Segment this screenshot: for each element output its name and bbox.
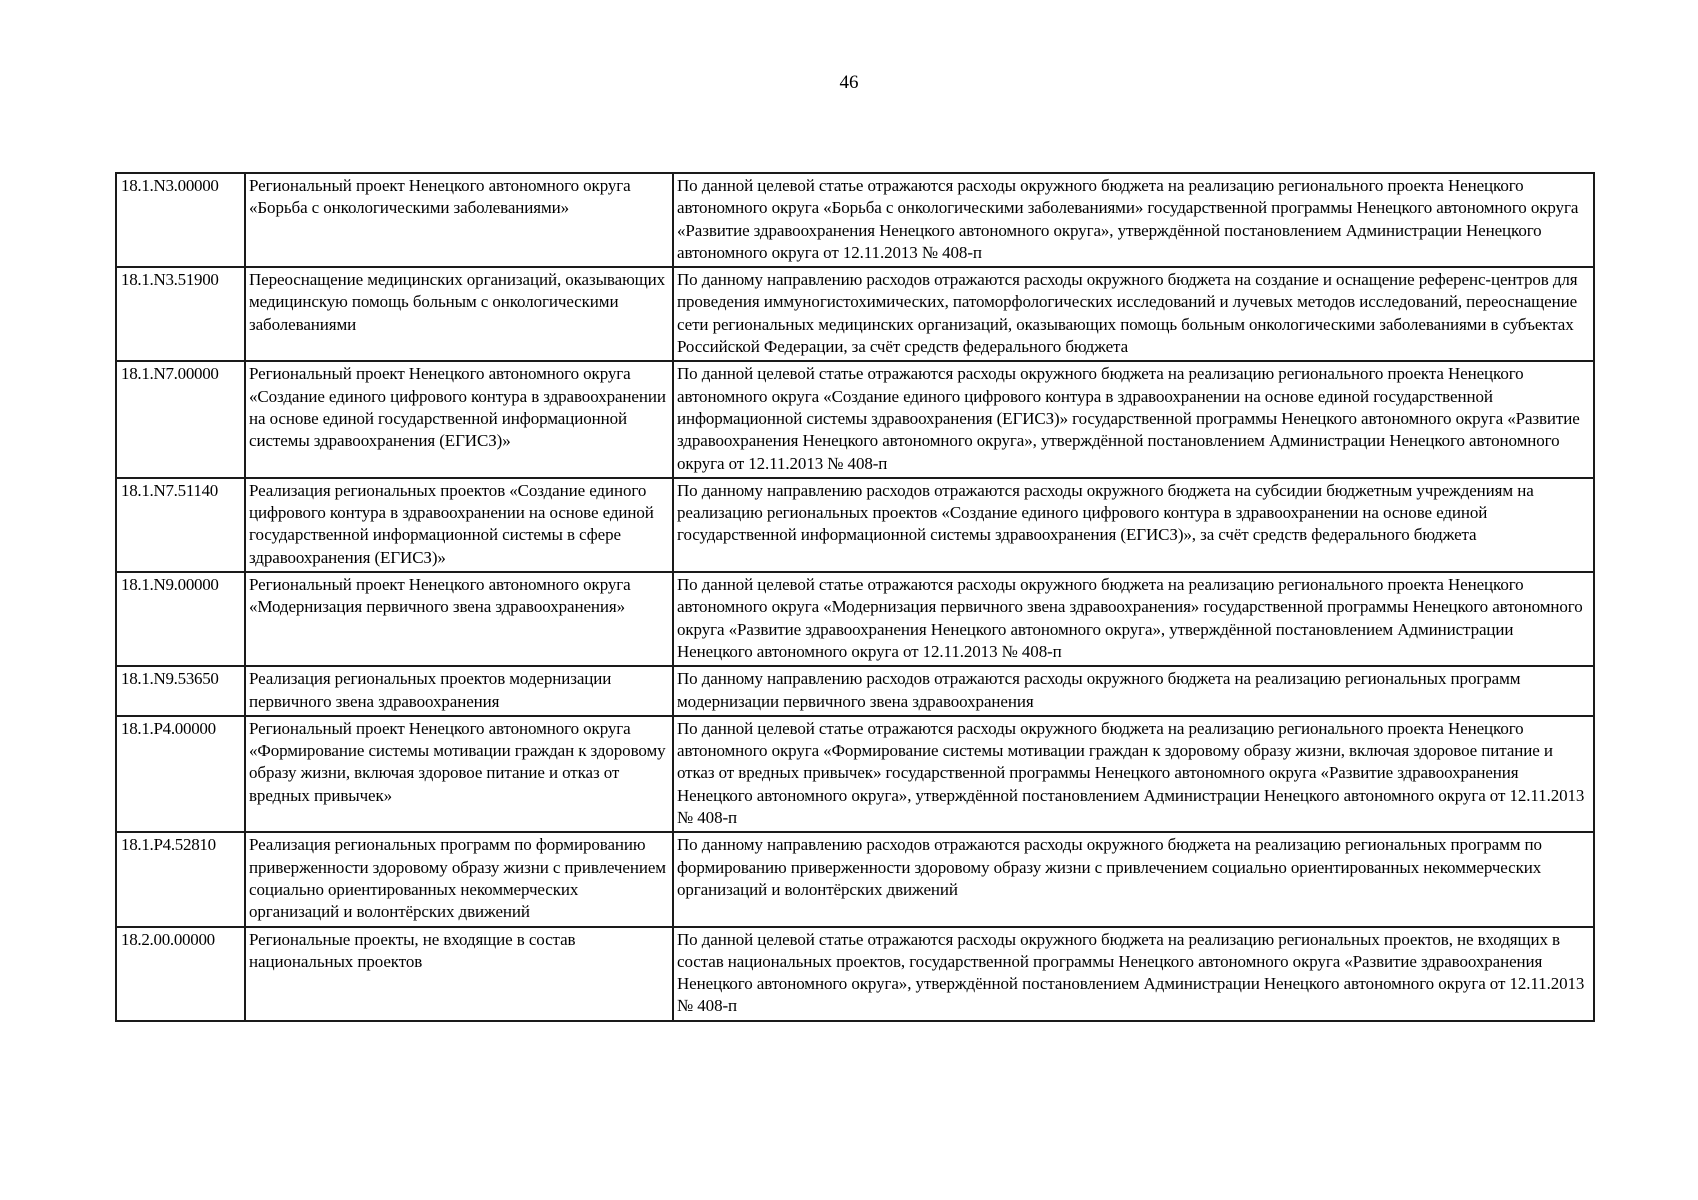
table-row [116, 716, 1594, 832]
table-row [116, 572, 1594, 666]
table-row [116, 267, 1594, 361]
target-article-name: Переоснащение медицинских организаций, оказывающих медицинскую помощь больным с онкологическими заболеваниями [245, 267, 673, 361]
target-article-code: 18.1.P4.52810 [116, 832, 245, 926]
target-article-code: 18.1.N3.51900 [116, 267, 245, 361]
table-row [116, 478, 1594, 572]
table-row [116, 173, 1594, 267]
target-article-name: Реализация региональных программ по формированию приверженности здоровому образу жизни с привлечением социально ориентированных некоммерческих организаций и волонтёрских движений [245, 832, 673, 926]
target-article-code: 18.1.N9.00000 [116, 572, 245, 666]
target-article-description: По данному направлению расходов отражаются расходы окружного бюджета на реализацию региональных программ модернизации первичного звена здравоохранения [673, 666, 1594, 716]
target-article-code: 18.1.N7.51140 [116, 478, 245, 572]
table-row [116, 666, 1594, 716]
target-article-description: По данной целевой статье отражаются расходы окружного бюджета на реализацию регионального проекта Ненецкого автономного округа «Формирование системы мотивации граждан к здоровому образу жизни, включая здоровое питание и отказ от вредных привычек» государственной программы Ненецкого автономного округа «Развитие здравоохранения Ненецкого автономного округа», утверждённой постановлением Администрации Ненецкого автономного округа от 12.11.2013 № 408-п [673, 716, 1594, 832]
target-article-name: Реализация региональных проектов «Создание единого цифрового контура в здравоохранении на основе единой государственной информационной системы в сфере здравоохранения (ЕГИСЗ)» [245, 478, 673, 572]
target-article-name: Региональный проект Ненецкого автономного округа «Борьба с онкологическими заболеваниями» [245, 173, 673, 267]
target-article-code: 18.1.N7.00000 [116, 361, 245, 477]
page-number: 46 [839, 72, 859, 93]
target-article-name: Региональный проект Ненецкого автономного округа «Формирование системы мотивации граждан к здоровому образу жизни, включая здоровое питание и отказ от вредных привычек» [245, 716, 673, 832]
table-row [116, 361, 1594, 477]
target-article-description: По данному направлению расходов отражаются расходы окружного бюджета на реализацию региональных программ по формированию приверженности здоровому образу жизни с привлечением социально ориентированных некоммерческих организаций и волонтёрских движений [673, 832, 1594, 926]
target-article-name: Региональный проект Ненецкого автономного округа «Создание единого цифрового контура в здравоохранении на основе единой государственной информационной системы здравоохранения (ЕГИСЗ)» [245, 361, 673, 477]
target-article-code: 18.2.00.00000 [116, 927, 245, 1021]
target-article-description: По данной целевой статье отражаются расходы окружного бюджета на реализацию регионального проекта Ненецкого автономного округа «Борьба с онкологическими заболеваниями» государственной программы Ненецкого автономного округа «Развитие здравоохранения Ненецкого автономного округа», утверждённой постановлением Администрации Ненецкого автономного округа от 12.11.2013 № 408-п [673, 173, 1594, 267]
target-article-description: По данному направлению расходов отражаются расходы окружного бюджета на субсидии бюджетным учреждениям на реализацию региональных проектов «Создание единого цифрового контура в здравоохранении на основе единой государственной информационной системы здравоохранения (ЕГИСЗ)», за счёт средств федерального бюджета [673, 478, 1594, 572]
target-article-name: Региональный проект Ненецкого автономного округа «Модернизация первичного звена здравоохранения» [245, 572, 673, 666]
target-article-code: 18.1.P4.00000 [116, 716, 245, 832]
table-row [116, 832, 1594, 926]
target-article-description: По данному направлению расходов отражаются расходы окружного бюджета на создание и оснащение референс-центров для проведения иммуногистохимических, патоморфологических исследований и лучевых методов исследований, переоснащение сети региональных медицинских организаций, оказывающих помощь больным онкологическими заболеваниями в субъектах Российской Федерации, за счёт средств федерального бюджета [673, 267, 1594, 361]
target-article-description: По данной целевой статье отражаются расходы окружного бюджета на реализацию регионального проекта Ненецкого автономного округа «Модернизация первичного звена здравоохранения» государственной программы Ненецкого автономного округа «Развитие здравоохранения Ненецкого автономного округа», утверждённой постановлением Администрации Ненецкого автономного округа от 12.11.2013 № 408-п [673, 572, 1594, 666]
target-article-name: Реализация региональных проектов модернизации первичного звена здравоохранения [245, 666, 673, 716]
target-article-name: Региональные проекты, не входящие в состав национальных проектов [245, 927, 673, 1021]
target-article-code: 18.1.N9.53650 [116, 666, 245, 716]
budget-classification-table [115, 172, 1595, 1022]
target-article-description: По данной целевой статье отражаются расходы окружного бюджета на реализацию регионального проекта Ненецкого автономного округа «Создание единого цифрового контура в здравоохранении на основе единой государственной информационной системы здравоохранения (ЕГИСЗ)» государственной программы Ненецкого автономного округа «Развитие здравоохранения Ненецкого автономного округа», утверждённой постановлением Администрации Ненецкого автономного округа от 12.11.2013 № 408-п [673, 361, 1594, 477]
table-row [116, 927, 1594, 1021]
target-article-code: 18.1.N3.00000 [116, 173, 245, 267]
target-article-description: По данной целевой статье отражаются расходы окружного бюджета на реализацию региональных проектов, не входящих в состав национальных проектов, государственной программы Ненецкого автономного округа «Развитие здравоохранения Ненецкого автономного округа», утверждённой постановлением Администрации Ненецкого автономного округа от 12.11.2013 № 408-п [673, 927, 1594, 1021]
